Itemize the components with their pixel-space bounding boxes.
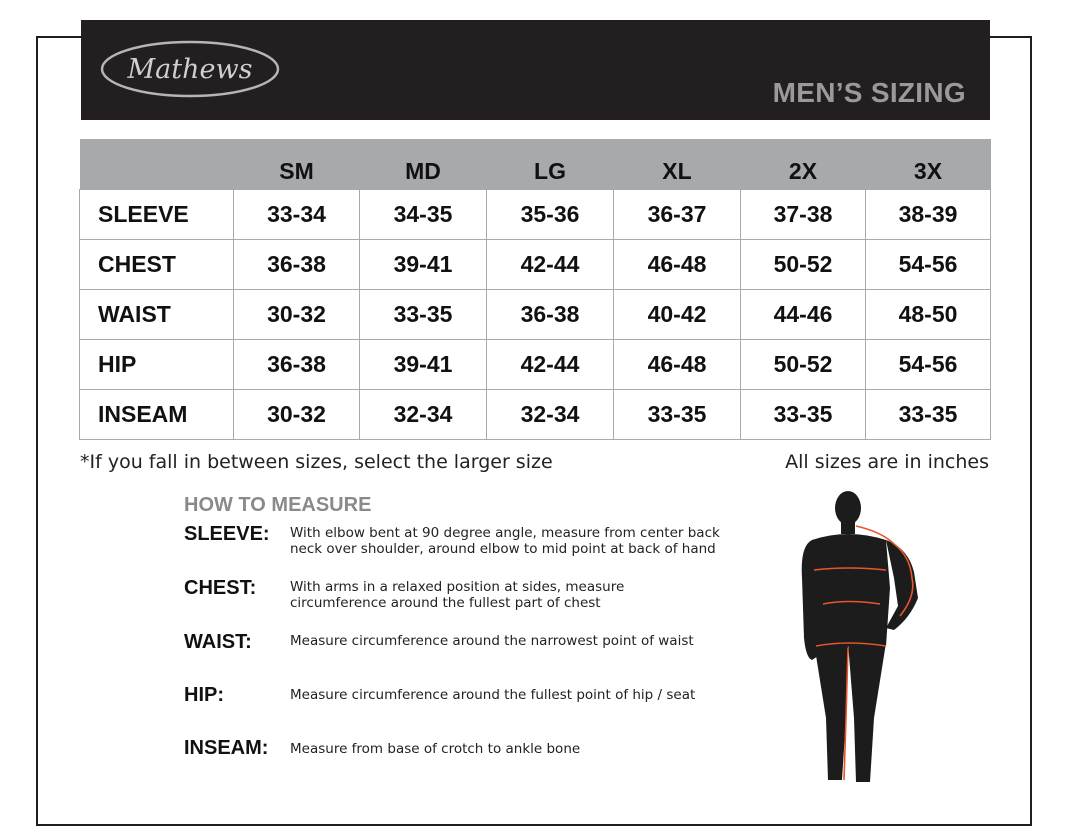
measure-desc-waist: Measure circumference around the narrowest point of waist [290, 633, 694, 649]
table-cell: 46-48 [614, 339, 741, 389]
row-label: WAIST [80, 289, 234, 339]
table-cell: 30-32 [234, 289, 360, 339]
size-chart-table [79, 139, 991, 440]
table-row-chest [80, 239, 991, 289]
row-label: CHEST [80, 239, 234, 289]
col-header-3x: 3X [866, 139, 991, 189]
measure-desc-hip: Measure circumference around the fullest point of hip / seat [290, 687, 696, 703]
table-cell: 42-44 [487, 239, 614, 289]
table-cell: 36-38 [234, 339, 360, 389]
table-cell: 36-37 [614, 189, 741, 239]
table-cell: 33-35 [360, 289, 487, 339]
table-cell: 33-35 [614, 389, 741, 439]
table-cell: 50-52 [741, 239, 866, 289]
between-sizes-note: *If you fall in between sizes, select the larger size [80, 451, 553, 473]
table-cell: 39-41 [360, 339, 487, 389]
measure-label-sleeve: SLEEVE: [184, 523, 270, 545]
row-label: INSEAM [80, 389, 234, 439]
table-row-inseam [80, 389, 991, 439]
page-title: MEN’S SIZING [772, 77, 966, 108]
col-header-lg: LG [487, 139, 614, 189]
table-cell: 50-52 [741, 339, 866, 389]
table-cell: 40-42 [614, 289, 741, 339]
corner-cell [80, 139, 234, 189]
how-to-measure-title: HOW TO MEASURE [184, 494, 372, 516]
row-label: SLEEVE [80, 189, 234, 239]
table-cell: 42-44 [487, 339, 614, 389]
table-row-waist [80, 289, 991, 339]
table-cell: 33-34 [234, 189, 360, 239]
units-note: All sizes are in inches [785, 451, 989, 473]
table-cell: 30-32 [234, 389, 360, 439]
table-cell: 54-56 [866, 339, 991, 389]
table-cell: 46-48 [614, 239, 741, 289]
table-cell: 32-34 [487, 389, 614, 439]
man-silhouette-icon [790, 488, 930, 788]
measure-label-hip: HIP: [184, 684, 224, 706]
table-row-hip [80, 339, 991, 389]
measure-desc-inseam: Measure from base of crotch to ankle bone [290, 741, 581, 757]
table-cell: 39-41 [360, 239, 487, 289]
measure-label-waist: WAIST: [184, 631, 252, 653]
table-cell: 38-39 [866, 189, 991, 239]
table-cell: 44-46 [741, 289, 866, 339]
table-cell: 33-35 [866, 389, 991, 439]
table-cell: 36-38 [234, 239, 360, 289]
col-header-2x: 2X [741, 139, 866, 189]
svg-text:Mathews: Mathews [127, 54, 253, 85]
table-cell: 32-34 [360, 389, 487, 439]
row-label: HIP [80, 339, 234, 389]
table-cell: 35-36 [487, 189, 614, 239]
table-cell: 33-35 [741, 389, 866, 439]
table-cell: 34-35 [360, 189, 487, 239]
header-banner [81, 20, 990, 120]
table-cell: 37-38 [741, 189, 866, 239]
mathews-logo [99, 38, 281, 100]
table-cell: 48-50 [866, 289, 991, 339]
measure-desc-chest: With arms in a relaxed position at sides, measure circumference around the fullest part of chest [290, 579, 625, 611]
measure-label-chest: CHEST: [184, 577, 257, 599]
size-header-row [80, 139, 991, 189]
table-row-sleeve [80, 189, 991, 239]
col-header-xl: XL [614, 139, 741, 189]
col-header-md: MD [360, 139, 487, 189]
col-header-sm: SM [234, 139, 360, 189]
measure-desc-sleeve: With elbow bent at 90 degree angle, measure from center back neck over shoulder, around elbow to mid point at back of hand [290, 525, 720, 557]
measure-label-inseam: INSEAM: [184, 737, 269, 759]
table-cell: 54-56 [866, 239, 991, 289]
table-cell: 36-38 [487, 289, 614, 339]
